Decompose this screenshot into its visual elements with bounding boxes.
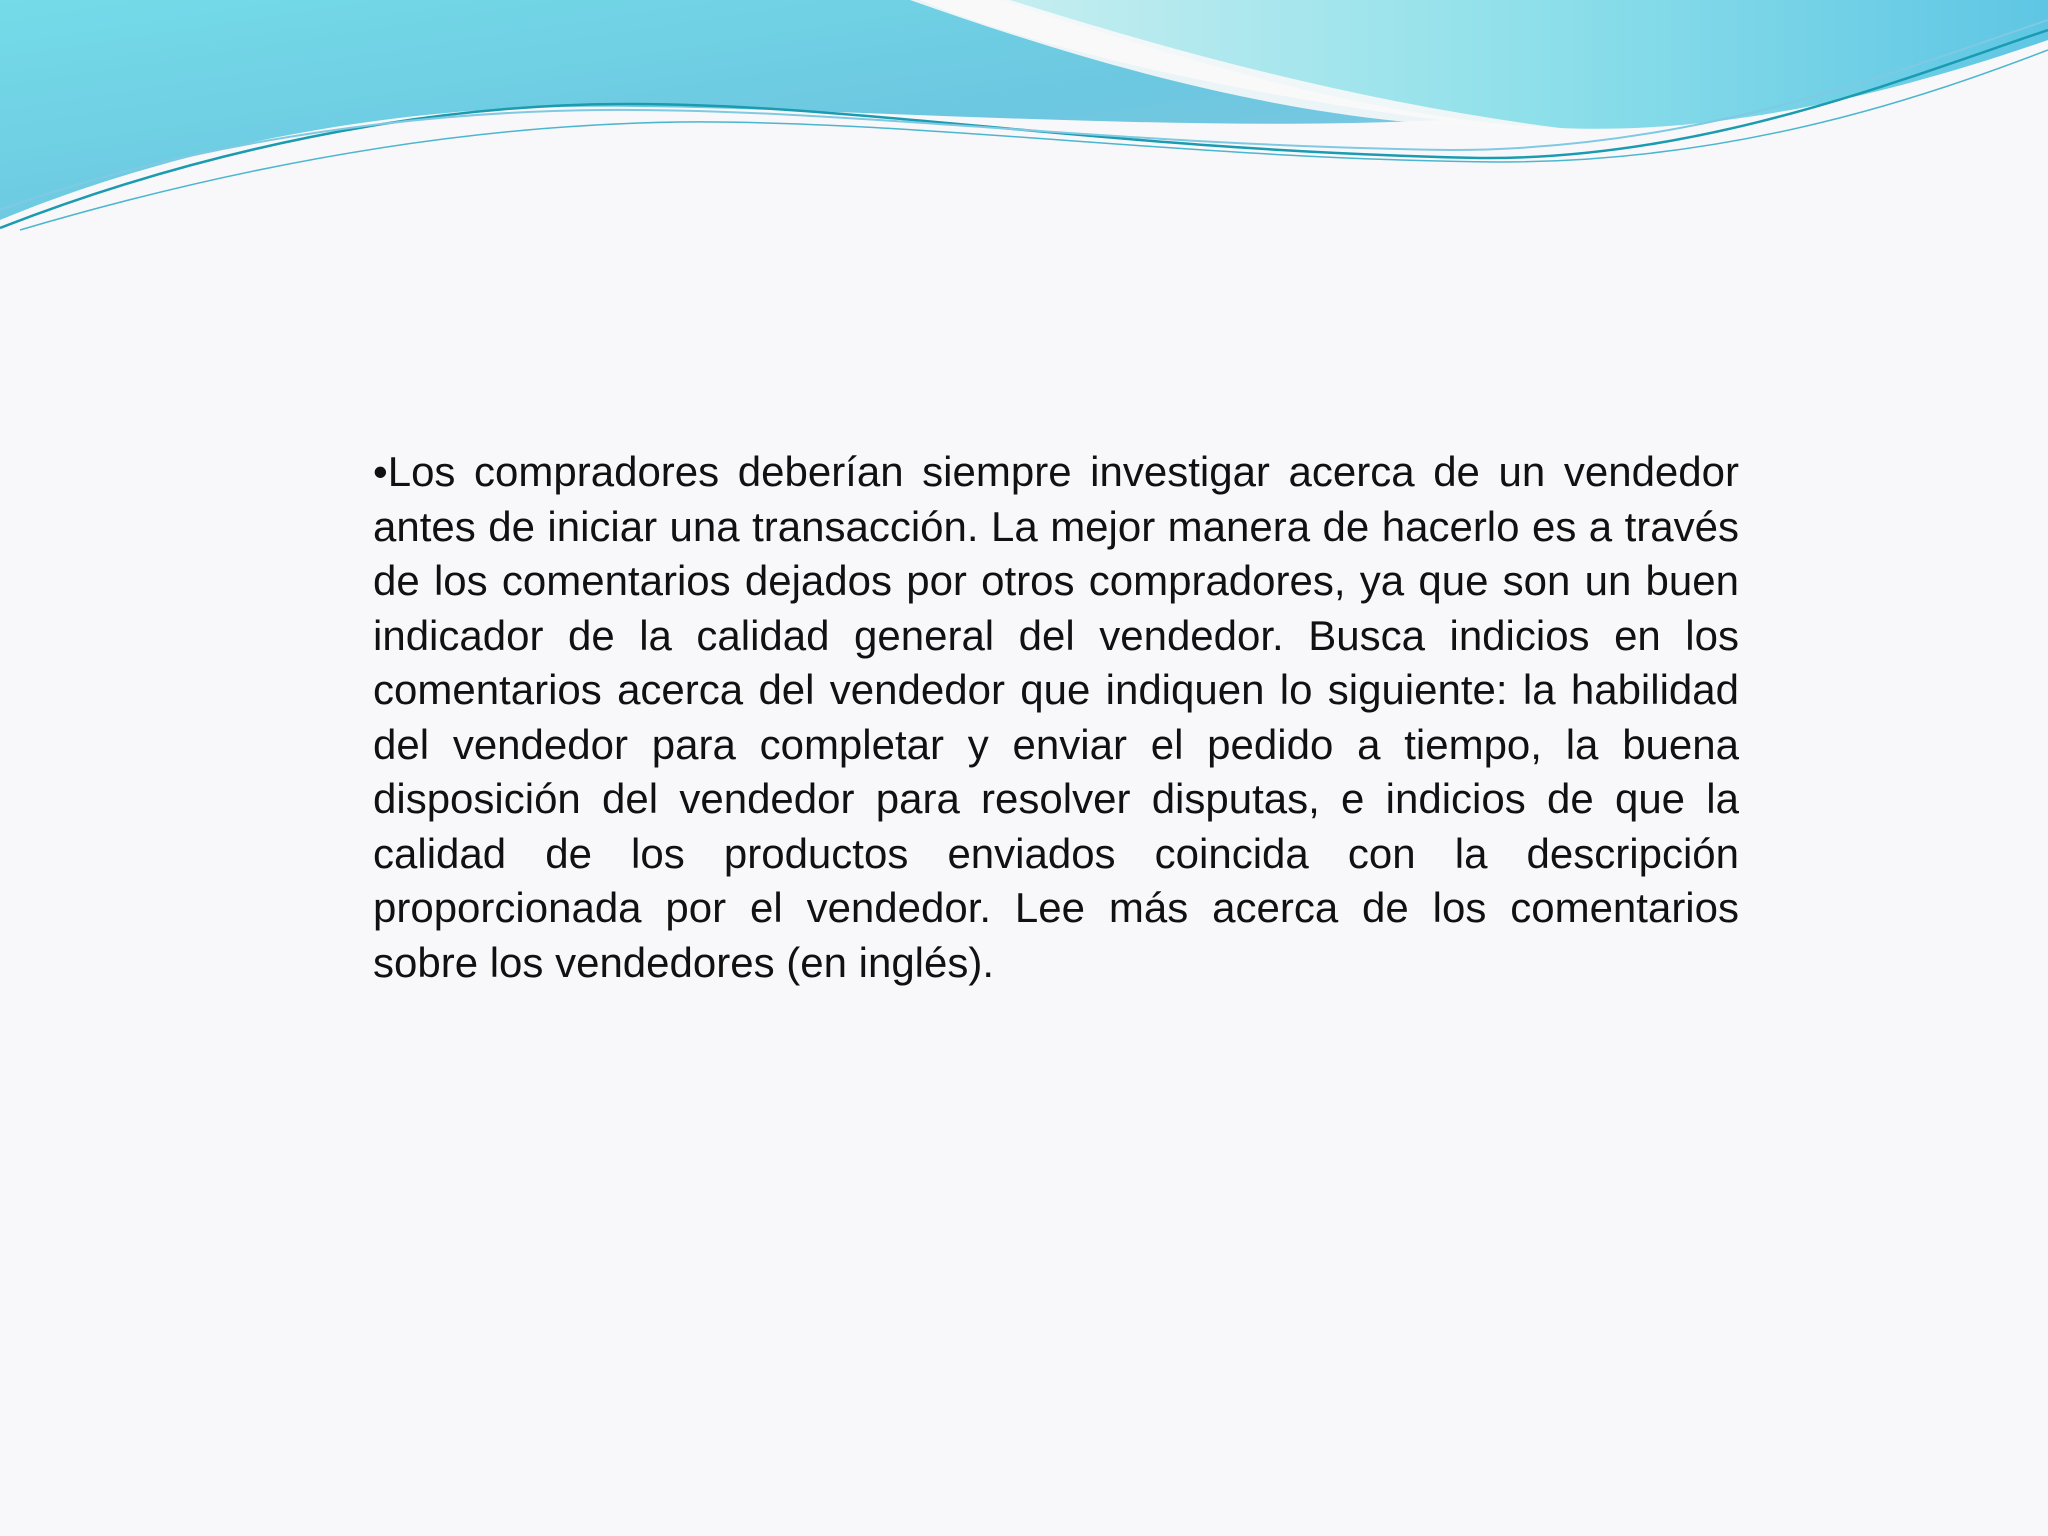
wave-header-decoration xyxy=(0,0,2048,240)
body-paragraph: •Los compradores deberían siempre investigar acerca de un vendedor antes de iniciar una transacción. La mejor manera de hacerlo es a través de los comentarios dejados por otros compradores, ya que son un buen indicador de la calidad general del vendedor. Busca indicios en los comentarios acerca del vendedor que indiquen lo siguiente: la habilidad del vendedor para completar y enviar el pedido a tiempo, la buena disposición del vendedor para resolver disputas, e indicios de que la calidad de los productos enviados coincida con la descripción proporcionada por el vendedor. Lee más acerca de los comentarios sobre los vendedores (en inglés). xyxy=(373,448,1739,986)
